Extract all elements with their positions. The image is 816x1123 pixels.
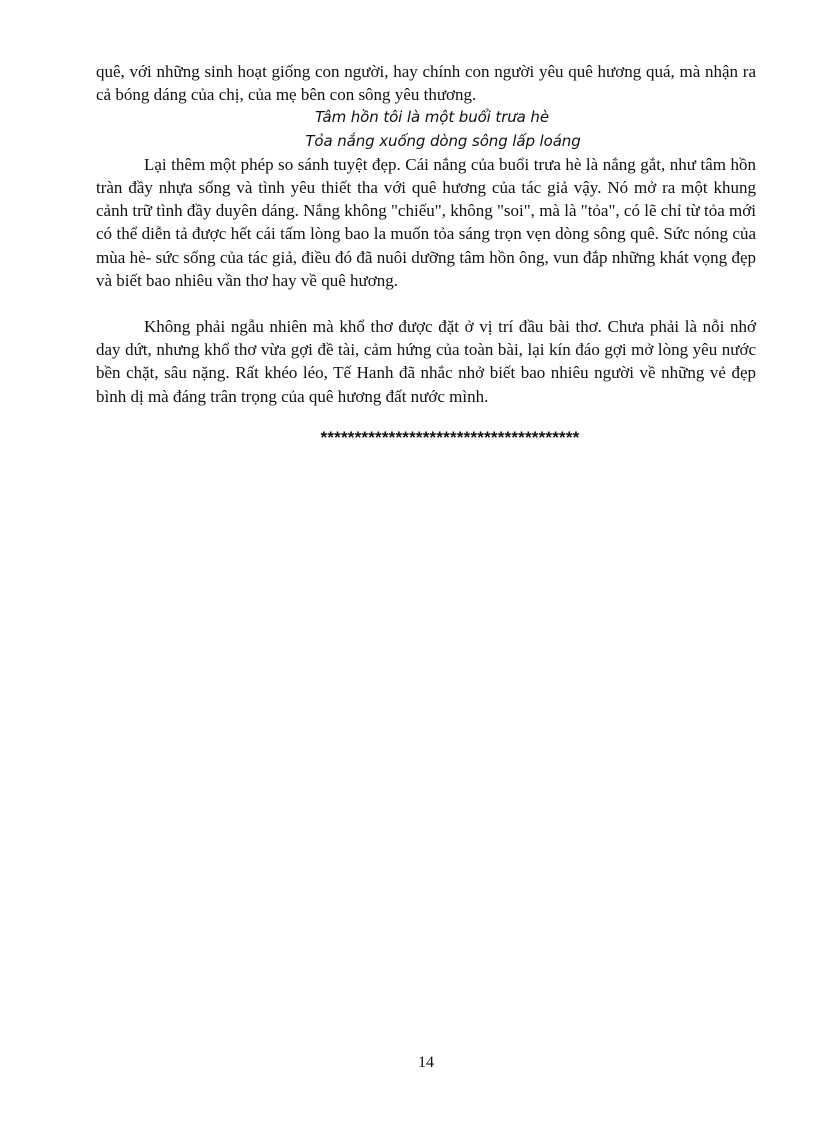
page-content: [96, 60, 756, 449]
paragraph-comparison: Lại thêm một phép so sánh tuyệt đẹp. Cái nắng của buổi trưa hè là nắng gắt, như tâm hồn tràn đầy nhựa sống và tình yêu thiết tha với quê hương của tác giả vậy. Nó mở ra một khung cảnh trữ tình đầy duyên dáng. Nắng không "chiếu", không "soi", mà là "tỏa", có lẽ chỉ từ tỏa mới có thể diễn tả được hết cái tấm lòng bao la muốn tỏa sáng trọn vẹn dòng sông quê. Sức nóng của mùa hè- sức sống của tác giả, điều đó đã nuôi dưỡng tâm hồn ông, vun đắp những khát vọng đẹp và biết bao nhiêu vần thơ hay về quê hương.: [96, 154, 756, 290]
paragraph-intro-end: quê, với những sinh hoạt giống con người, hay chính con người yêu quê hương quá, mà nhận ra cả bóng dáng của chị, của mẹ bên con sông yêu thương.: [96, 62, 756, 105]
page-number: 14: [418, 1054, 434, 1071]
section-separator: **************************************: [320, 427, 580, 447]
verse-line-1: Tâm hồn tôi là một buổi trưa hè: [315, 108, 549, 127]
paragraph-gap: [96, 292, 756, 315]
paragraph-conclusion: Không phải ngẫu nhiên mà khổ thơ được đặt ở vị trí đầu bài thơ. Chưa phải là nỗi nhớ day dứt, nhưng khổ thơ vừa gợi đề tài, cảm hứng của toàn bài, lại kín đáo gợi mở lòng yêu nước bền chặt, sâu nặng. Rất khéo léo, Tế Hanh đã nhắc nhở biết bao nhiêu người về những vẻ đẹp bình dị mà đáng trân trọng của quê hương đất nước mình.: [96, 317, 756, 406]
verse-line-2: Tỏa nắng xuống dòng sông lấp loáng: [305, 131, 581, 150]
